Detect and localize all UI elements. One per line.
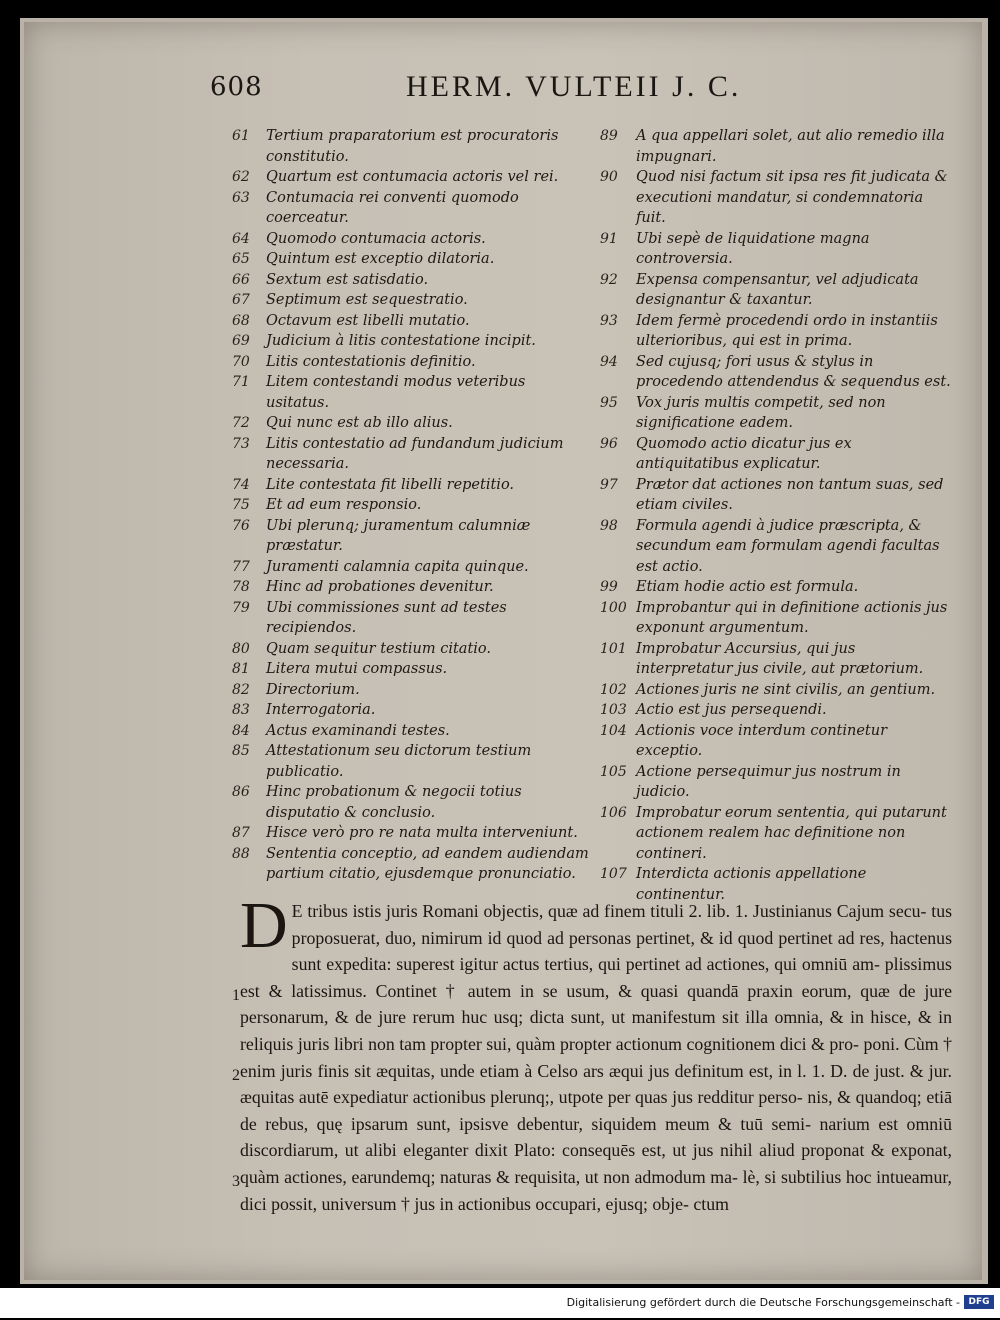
body-line: narium est omniū discordiarum, ut alibi eleganter dixit Plato: consequēs est, ut jus nihil aliud (240, 1113, 953, 1161)
summary-entry (232, 290, 592, 311)
summary-entry-number: 103 (600, 702, 627, 718)
summary-entry-text: Octavum est libelli mutatio. (266, 312, 470, 329)
page-number: 608 (210, 72, 263, 102)
summary-entry-number: 91 (600, 230, 618, 247)
summary-entry-number: 61 (232, 128, 250, 144)
summary-entry-text: Juramenti calamnia capita quinque. (266, 558, 529, 575)
summary-entry (232, 249, 592, 270)
summary-entry-number: 80 (232, 640, 250, 657)
summary-entry-number: 77 (232, 558, 250, 575)
summary-entry (232, 721, 592, 742)
summary-entry-number: 70 (232, 353, 250, 370)
body-line: proponat & exponat, quàm actiones, earundemq; naturas & requisita, ut non admodum ma- (240, 1140, 952, 1187)
summary-entry (232, 680, 592, 701)
summary-entry-number: 74 (232, 476, 250, 493)
summary-entry-text: Ubi commissiones sunt ad testes recipiendos. (266, 599, 507, 636)
summary-entry (232, 577, 592, 598)
summary-entry-text: Actionis voce interdum continetur exceptio. (636, 722, 888, 759)
summary-entry (232, 639, 592, 660)
body-line: jure personarum, & de jure rerum huc usq; dicta sunt, ut manifestum sit illa omnia, & in hisce, (240, 980, 952, 1028)
summary-entry (232, 598, 592, 639)
summary-entry-number: 86 (232, 784, 250, 800)
summary-entry (232, 741, 592, 782)
summary-entry-text: Lite contestata fit libelli repetitio. (266, 476, 515, 493)
summary-entry (600, 311, 954, 352)
summary-entry-text: Litera mutui compassus. (266, 661, 448, 677)
summary-entry-number: 90 (600, 169, 618, 185)
summary-entry (232, 311, 592, 332)
summary-column-right (600, 126, 954, 905)
summary-entry (600, 639, 954, 680)
summary-entry-text: Quomodo contumacia actoris. (266, 230, 486, 247)
summary-entry-text: Judicium à litis contestatione incipit. (266, 333, 536, 349)
summary-entry-text: Sed cujusq; fori usus & stylus in procedendo attendendus & sequendus est. (636, 353, 951, 390)
summary-entry (232, 413, 592, 434)
summary-entry-text: Et ad eum responsio. (266, 497, 422, 513)
summary-entry (232, 659, 592, 680)
summary-entry-text: Tertium praparatorium est procuratoris constitutio. (266, 128, 559, 165)
summary-entry-text: Ubi sepè de liquidatione magna controversia. (636, 230, 870, 267)
summary-entry (600, 475, 954, 516)
summary-entry-number: 97 (600, 476, 618, 493)
summary-entry (600, 167, 954, 229)
running-title: HERM. VULTEII J. C. (406, 70, 742, 103)
summary-entry-number: 62 (232, 169, 250, 185)
summary-entry-text: Litis contestatio ad fundandum judicium necessaria. (266, 435, 564, 472)
summary-entry-number: 105 (600, 763, 627, 780)
summary-entry (232, 270, 592, 291)
summary-entry-number: 93 (600, 312, 618, 329)
summary-entry-number: 92 (600, 271, 618, 288)
summary-entry-number: 104 (600, 722, 627, 739)
summary-entry-text: Litem contestandi modus veteribus usitatus. (266, 374, 526, 411)
summary-entry (232, 434, 592, 475)
summary-entry (600, 721, 954, 762)
summary-entry (232, 229, 592, 250)
summary-entry-text: Quartum est contumacia actoris vel rei. (266, 169, 559, 185)
summary-entry (600, 270, 954, 311)
summary-entry-text: Idem fermè procedendi ordo in instantiis ulterioribus, qui est in prima. (636, 312, 938, 349)
summary-entry (600, 803, 954, 865)
summary-entry-text: Sententia conceptio, ad eandem audiendam partium citatio, ejusdemque pronunciatio. (266, 845, 589, 882)
summary-entry (232, 126, 592, 167)
summary-entry-text: Actio est jus persequendi. (636, 702, 827, 718)
summary-entry-text: Quam sequitur testium citatio. (266, 640, 492, 657)
summary-entry (232, 516, 592, 557)
summary-entry-number: 76 (232, 517, 250, 534)
margin-number: 1 (232, 987, 240, 1004)
summary-entry-number: 106 (600, 804, 627, 821)
summary-entry-text: Qui nunc est ab illo alius. (266, 415, 453, 431)
summary-entry-text: Litis contestationis definitio. (266, 353, 476, 370)
summary-entry (232, 557, 592, 578)
summary-entry-number: 68 (232, 312, 250, 329)
footer-bar (0, 1288, 1000, 1318)
summary-entry (600, 229, 954, 270)
summary-entry-number: 100 (600, 599, 627, 616)
summary-entry-text: Attestationum seu dictorum testium publicatio. (266, 743, 532, 780)
summary-entry-text: Actus examinandi testes. (266, 722, 450, 739)
running-header (210, 70, 950, 116)
summary-entry (232, 372, 592, 413)
summary-entry-text: Contumacia rei conventi quomodo coerceatur. (266, 189, 519, 226)
summary-entry-number: 64 (232, 230, 250, 247)
margin-number: 2 (232, 1067, 240, 1084)
summary-entry-number: 63 (232, 189, 250, 206)
body-line: poni. Cùm † enim juris finis sit æquitas, unde etiam à Celso ars æqui jus definitum est, in l. 1. D. (240, 1033, 952, 1081)
dfg-logo: DFG (964, 1295, 994, 1309)
summary-entry-text: Actione persequimur jus nostrum in judicio. (636, 763, 901, 800)
summary-entry-text: Expensa compensantur, vel adjudicata designantur & taxantur. (636, 271, 919, 308)
summary-entry-number: 87 (232, 825, 250, 841)
summary-entry (600, 762, 954, 803)
summary-entry (232, 167, 592, 188)
body-line: hactenus sunt expedita: superest igitur actus tertius, qui pertinet ad actiones, qui omniū am- (291, 927, 952, 975)
summary-entry (232, 352, 592, 373)
summary-entry-text: Quod nisi factum sit ipsa res fit judicata & executioni mandatur, si condemnatoria fuit. (636, 169, 948, 226)
summary-entry (232, 188, 592, 229)
summary-entry-number: 83 (232, 702, 250, 718)
margin-number: 3 (232, 1173, 240, 1190)
summary-entry-number: 101 (600, 640, 627, 657)
summary-entry-number: 88 (232, 845, 250, 862)
summary-entry-number: 95 (600, 394, 618, 411)
summary-entry-number: 65 (232, 251, 250, 267)
body-line: nis, & quandoq; etiā de rebus, quę ipsarum sunt, ipsisve debentur, siquidem meum & tuū semi- (240, 1087, 952, 1134)
summary-entry (600, 598, 954, 639)
summary-entry-number: 98 (600, 517, 618, 534)
summary-entry-text: Hinc probationum & negocii totius disputatio & conclusio. (266, 784, 522, 821)
summary-entry (232, 823, 592, 844)
summary-entry-text: Hinc ad probationes devenitur. (266, 579, 494, 595)
summary-entry-number: 72 (232, 415, 250, 431)
body-line: & in reliquis juris libri non tam propter sui, quàm propter actionum cognitionem dici & pro- (240, 1007, 952, 1054)
summary-entry-number: 82 (232, 681, 250, 698)
summary-entry-text: Ubi plerunq; juramentum calumniæ præstatur. (266, 517, 531, 554)
body-line: E tribus istis juris Romani objectis, quæ ad finem tituli 2. lib. 1. Justinianus Cajum secu- (291, 901, 927, 921)
body-line: plissimus est & latissimus. Continet † autem in se usum, & quasi quandā praxin eorum, quæ de (240, 954, 952, 1001)
summary-entry-text: Improbatur Accursius, qui jus interpretatur jus civile, aut prætorium. (636, 640, 924, 677)
summary-entry (232, 700, 592, 721)
summary-entry-text: Quomodo actio dicatur jus ex antiquitatibus explicatur. (636, 435, 852, 472)
body-line: lè, si subtilius hoc intueamur, dici possit, universum † jus in actionibus occupari, ejusq; obje- (240, 1166, 953, 1214)
summary-column-left (232, 126, 592, 885)
summary-entry-number: 81 (232, 661, 250, 677)
summary-entry (600, 700, 954, 721)
summary-entry-text: Actiones juris ne sint civilis, an gentium. (636, 681, 936, 698)
body-line: ctum (693, 1193, 729, 1214)
summary-entry-number: 75 (232, 497, 250, 513)
summary-entry-number: 66 (232, 271, 250, 288)
summary-entry (600, 577, 954, 598)
summary-entry-number: 84 (232, 722, 250, 739)
summary-entry-number: 79 (232, 599, 250, 616)
summary-entry-text: Improbantur qui in definitione actionis jus exponunt argumentum. (636, 599, 948, 636)
summary-entry-text: Etiam hodie actio est formula. (636, 579, 859, 595)
summary-entry (600, 434, 954, 475)
summary-entry (232, 495, 592, 516)
summary-entry (600, 393, 954, 434)
summary-entry-number: 69 (232, 333, 250, 349)
summary-entry-number: 107 (600, 866, 627, 882)
summary-entry-number: 73 (232, 435, 250, 452)
summary-entry-text: Vox juris multis competit, sed non significatione eadem. (636, 394, 886, 431)
summary-entry-text: Interdicta actionis appellatione continentur. (636, 866, 867, 903)
summary-entry-text: Septimum est sequestratio. (266, 292, 468, 308)
summary-entry-number: 89 (600, 128, 618, 144)
summary-entry (232, 475, 592, 496)
summary-entry-text: Interrogatoria. (266, 702, 376, 718)
summary-entry-text: A qua appellari solet, aut alio remedio illa impugnari. (636, 128, 945, 165)
summary-entry (600, 352, 954, 393)
summary-entry-number: 71 (232, 374, 250, 390)
summary-entry (232, 844, 592, 885)
summary-entry-number: 99 (600, 579, 618, 595)
body-line: de just. & jur. æquitas autē expediatur actionibus plerunq;, utpote per quas jus redditur perso- (240, 1060, 952, 1108)
summary-entry (232, 331, 592, 352)
summary-entry (600, 680, 954, 701)
summary-entry-text: Prætor dat actiones non tantum suas, sed etiam civiles. (636, 476, 944, 513)
summary-entry-number: 67 (232, 292, 250, 308)
footer-credit: Digitalisierung gefördert durch die Deutsche Forschungsgemeinschaft - (566, 1296, 960, 1309)
summary-entry-number: 85 (232, 743, 250, 759)
summary-entry-number: 102 (600, 681, 627, 698)
summary-entry-text: Quintum est exceptio dilatoria. (266, 251, 495, 267)
summary-entry-text: Sextum est satisdatio. (266, 271, 429, 288)
summary-entry-text: Hisce verò pro re nata multa interveniunt. (266, 825, 578, 841)
body-text (240, 889, 953, 1217)
summary-entry-text: Formula agendi à judice præscripta, & secundum eam formulam agendi facultas est actio. (636, 517, 940, 575)
summary-entry-number: 78 (232, 579, 250, 595)
summary-entry (232, 782, 592, 823)
body-line: tus proposuerat, duo, nimirum id quod ad personas pertinet, & id quod pertinet ad res, (291, 901, 953, 948)
summary-entry-text: Directorium. (266, 681, 360, 698)
summary-entry-number: 96 (600, 435, 618, 452)
drop-capital: D (240, 889, 288, 962)
summary-entry-number: 94 (600, 353, 618, 370)
summary-entry (600, 516, 954, 578)
summary-entry (600, 126, 954, 167)
summary-entry-text: Improbatur eorum sententia, qui putarunt actionem realem hac definitione non contineri. (636, 804, 947, 862)
